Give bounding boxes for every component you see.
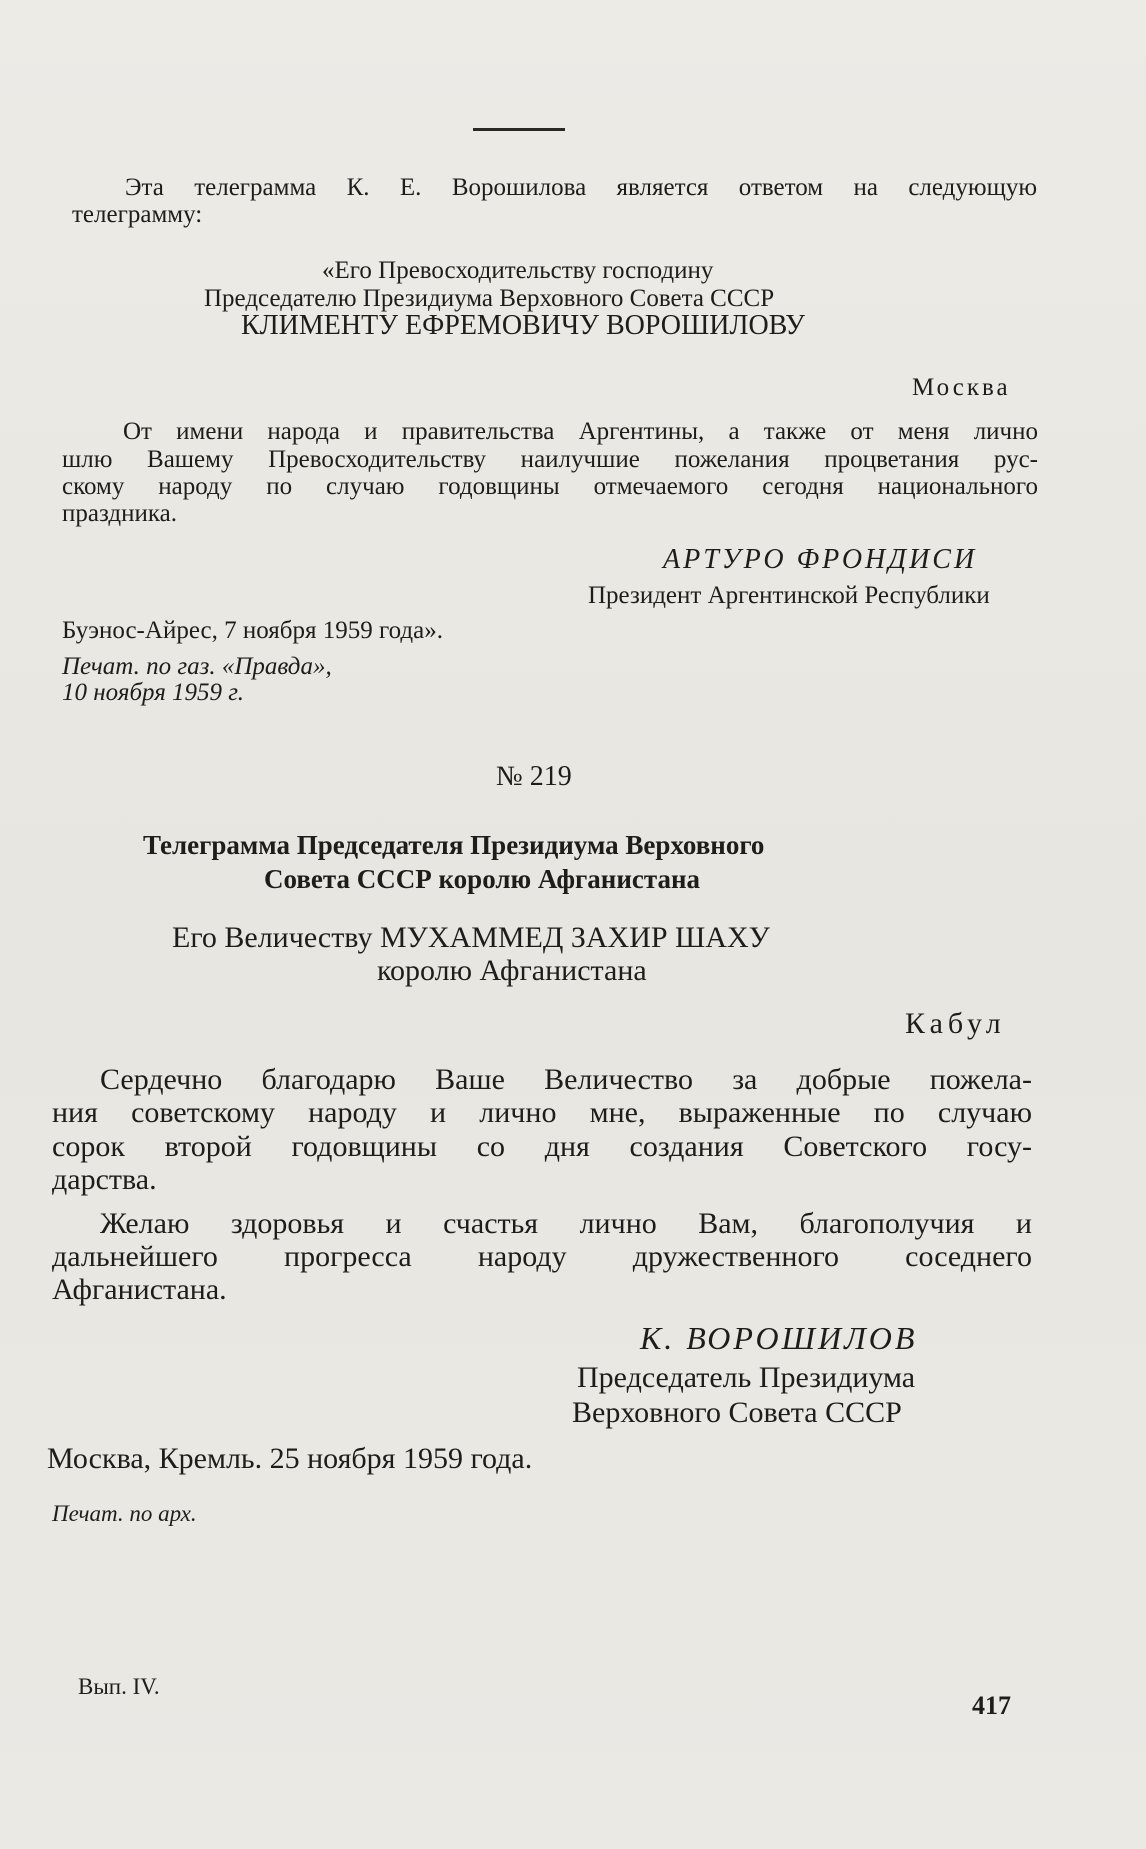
addressee1-line-2: Председателю Президиума Верховного Совета СССР [204,285,775,312]
body1-line-1: От имени народа и правительства Аргентины, а также от меня лично [123,418,1038,445]
source1-line-1: Печат. по газ. «Правда», [62,653,332,680]
place-kabul: Кабул [905,1007,1006,1040]
page-number: 417 [972,1691,1011,1720]
source2: Печат. по арх. [52,1501,197,1526]
signature1-title: Президент Аргентинской Республики [588,582,990,609]
body2-line-1: Сердечно благодарю Ваше Величество за добрые пожела- [100,1063,1032,1096]
body2-line-6: дальнейшего прогресса народу дружественного соседнего [52,1240,1032,1273]
body2-line-7: Афганистана. [52,1273,227,1306]
signature1-name: АРТУРО ФРОНДИСИ [663,544,978,575]
body2-line-2: ния советскому народу и лично мне, выраженные по случаю [52,1096,1032,1129]
document-title-line-1: Телеграмма Председателя Президиума Верховного [143,830,765,860]
body1-line-2: шлю Вашему Превосходительству наилучшие пожелания процветания рус- [62,446,1038,473]
document-title-line-2: Совета СССР королю Афганистана [264,864,701,894]
document-number: № 219 [496,761,572,792]
header-rule [473,128,565,131]
source1-line-2: 10 ноября 1959 г. [62,679,244,706]
body1-line-3: скому народу по случаю годовщины отмечаемого сегодня национального [62,473,1038,500]
intro-line-2: телеграмму: [72,201,203,228]
body2-line-4: дарства. [52,1163,157,1196]
date-moscow-kremlin: Москва, Кремль. 25 ноября 1959 года. [47,1442,533,1475]
addressee1-line-1: «Его Превосходительству господину [322,257,714,284]
signature2-name: К. ВОРОШИЛОВ [640,1320,918,1356]
addressee2-line-2: королю Афганистана [377,954,647,987]
place-moscow: Москва [912,374,1011,401]
issue-label: Вып. IV. [78,1674,160,1699]
signature2-title-line-1: Председатель Президиума [577,1361,916,1394]
addressee2-line-1: Его Величеству МУХАММЕД ЗАХИР ШАХУ [172,921,770,954]
body2-line-3: сорок второй годовщины со дня создания Советского госу- [52,1130,1032,1163]
body2-line-5: Желаю здоровья и счастья лично Вам, благополучия и [100,1207,1032,1240]
intro-line-1: Эта телеграмма К. Е. Ворошилова является ответом на следующую [125,174,1037,201]
addressee1-line-3: КЛИМЕНТУ ЕФРЕМОВИЧУ ВОРОШИЛОВУ [241,310,805,341]
signature2-title-line-2: Верховного Совета СССР [572,1396,902,1429]
body1-line-4: праздника. [62,500,177,527]
date-buenos-aires: Буэнос-Айрес, 7 ноября 1959 года». [62,617,443,644]
